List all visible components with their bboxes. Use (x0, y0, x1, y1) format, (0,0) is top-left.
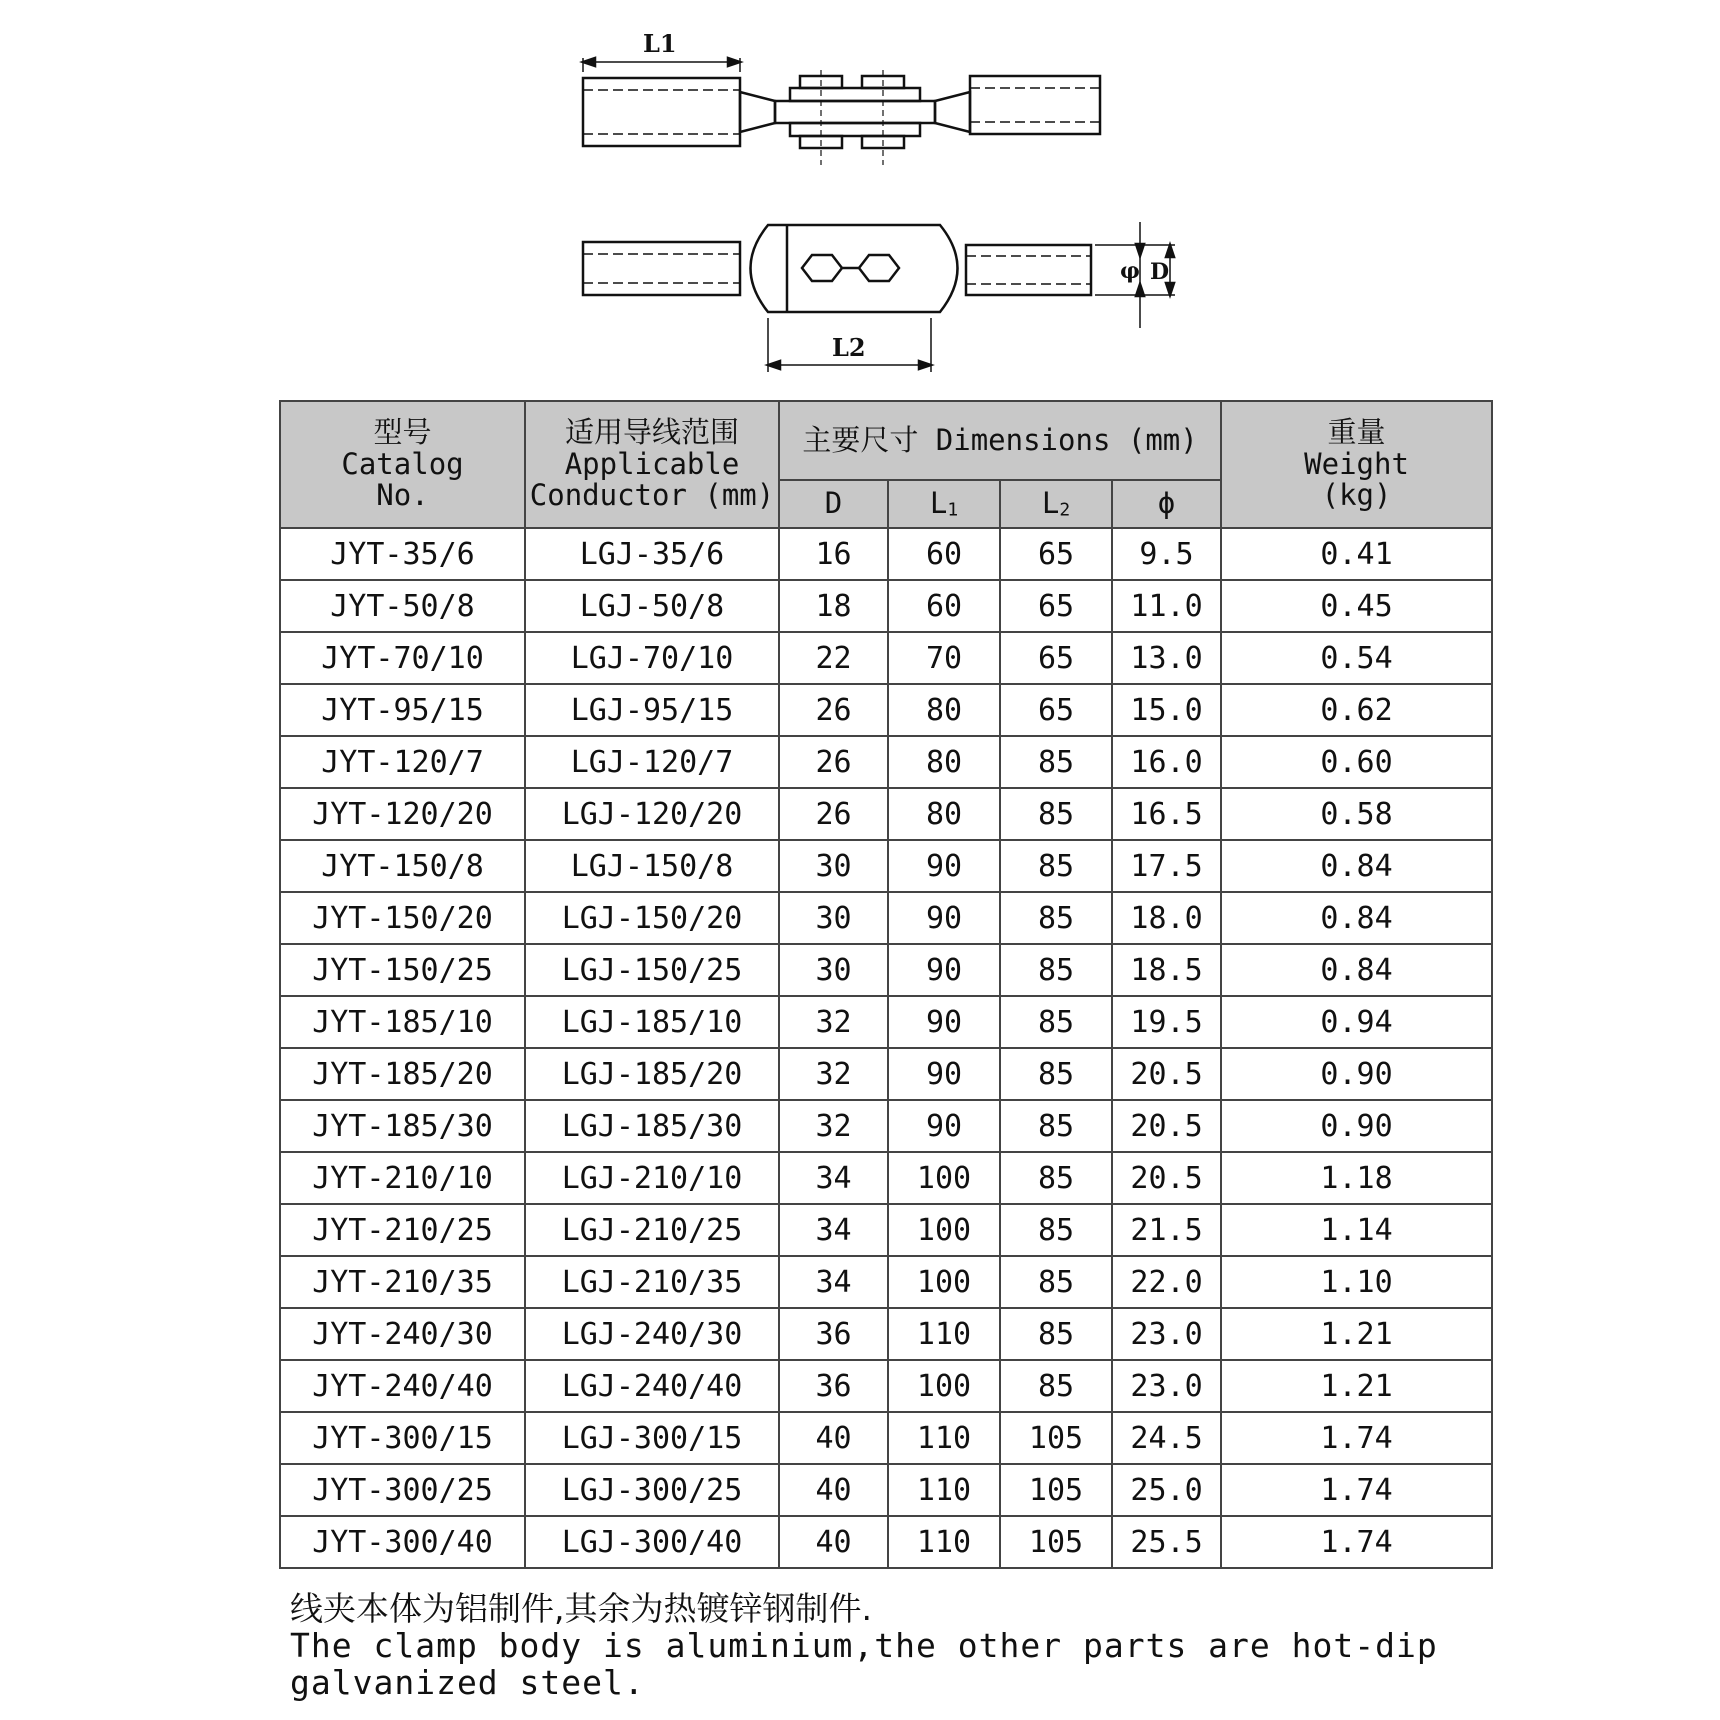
cell-conductor: LGJ-120/7 (525, 736, 779, 788)
cell-l2: 85 (1000, 1204, 1112, 1256)
cell-l2: 85 (1000, 736, 1112, 788)
table-row (280, 944, 1492, 996)
cell-phi: 23.0 (1112, 1360, 1221, 1412)
cell-l2: 85 (1000, 788, 1112, 840)
cell-phi: 16.5 (1112, 788, 1221, 840)
table-row (280, 1100, 1492, 1152)
cell-weight: 0.54 (1221, 632, 1492, 684)
cell-d: 30 (779, 892, 888, 944)
cell-weight: 1.21 (1221, 1308, 1492, 1360)
header-phi: ϕ (1112, 480, 1221, 528)
cell-l2: 85 (1000, 892, 1112, 944)
cell-l1: 110 (888, 1412, 1000, 1464)
cell-phi: 16.0 (1112, 736, 1221, 788)
cell-catalog: JYT-35/6 (280, 528, 525, 580)
table-row (280, 1048, 1492, 1100)
cell-phi: 24.5 (1112, 1412, 1221, 1464)
spec-table-body (280, 528, 1492, 1568)
cell-catalog: JYT-240/40 (280, 1360, 525, 1412)
cell-conductor: LGJ-70/10 (525, 632, 779, 684)
cell-d: 26 (779, 736, 888, 788)
cell-phi: 20.5 (1112, 1048, 1221, 1100)
cell-d: 32 (779, 1100, 888, 1152)
header-d: D (779, 480, 888, 528)
cell-d: 36 (779, 1308, 888, 1360)
table-row (280, 996, 1492, 1048)
cell-d: 40 (779, 1412, 888, 1464)
cell-l2: 85 (1000, 1256, 1112, 1308)
cell-l1: 90 (888, 944, 1000, 996)
cell-d: 30 (779, 944, 888, 996)
cell-l2: 85 (1000, 840, 1112, 892)
table-row (280, 580, 1492, 632)
cell-conductor: LGJ-210/35 (525, 1256, 779, 1308)
cell-d: 34 (779, 1152, 888, 1204)
cell-phi: 17.5 (1112, 840, 1221, 892)
cell-catalog: JYT-240/30 (280, 1308, 525, 1360)
cell-d: 18 (779, 580, 888, 632)
cell-phi: 25.5 (1112, 1516, 1221, 1568)
cell-l2: 105 (1000, 1516, 1112, 1568)
table-row (280, 1412, 1492, 1464)
cell-l2: 85 (1000, 1100, 1112, 1152)
cell-phi: 13.0 (1112, 632, 1221, 684)
cell-d: 36 (779, 1360, 888, 1412)
cell-phi: 11.0 (1112, 580, 1221, 632)
spec-table-header (280, 401, 1492, 528)
cell-weight: 1.74 (1221, 1516, 1492, 1568)
material-footnote (290, 1590, 1590, 1701)
cell-conductor: LGJ-150/25 (525, 944, 779, 996)
cell-conductor: LGJ-300/40 (525, 1516, 779, 1568)
cell-phi: 18.0 (1112, 892, 1221, 944)
cell-l1: 60 (888, 580, 1000, 632)
cell-phi: 19.5 (1112, 996, 1221, 1048)
cell-weight: 0.84 (1221, 892, 1492, 944)
cell-weight: 0.84 (1221, 840, 1492, 892)
cell-phi: 20.5 (1112, 1152, 1221, 1204)
cell-weight: 0.58 (1221, 788, 1492, 840)
footnote-en-line2: galvanized steel. (290, 1663, 645, 1702)
table-row (280, 736, 1492, 788)
cell-l2: 85 (1000, 1048, 1112, 1100)
cell-catalog: JYT-120/7 (280, 736, 525, 788)
cell-d: 30 (779, 840, 888, 892)
cell-l1: 100 (888, 1152, 1000, 1204)
cell-phi: 22.0 (1112, 1256, 1221, 1308)
cell-conductor: LGJ-210/25 (525, 1204, 779, 1256)
cell-weight: 1.74 (1221, 1412, 1492, 1464)
cell-catalog: JYT-95/15 (280, 684, 525, 736)
cell-l1: 80 (888, 788, 1000, 840)
cell-l1: 90 (888, 840, 1000, 892)
cell-l2: 85 (1000, 1360, 1112, 1412)
cell-conductor: LGJ-185/30 (525, 1100, 779, 1152)
cell-phi: 20.5 (1112, 1100, 1221, 1152)
cell-phi: 23.0 (1112, 1308, 1221, 1360)
cell-weight: 0.62 (1221, 684, 1492, 736)
cell-l1: 110 (888, 1516, 1000, 1568)
table-row (280, 892, 1492, 944)
cell-conductor: LGJ-150/20 (525, 892, 779, 944)
label-d: D (1150, 259, 1170, 285)
cell-weight: 0.94 (1221, 996, 1492, 1048)
cell-conductor: LGJ-35/6 (525, 528, 779, 580)
cell-conductor: LGJ-210/10 (525, 1152, 779, 1204)
cell-phi: 15.0 (1112, 684, 1221, 736)
label-l2: L2 (832, 333, 866, 362)
cell-weight: 1.14 (1221, 1204, 1492, 1256)
cell-weight: 0.45 (1221, 580, 1492, 632)
header-weight: 重量 Weight (kg) (1221, 401, 1492, 528)
header-catalog: 型号 Catalog No. (280, 401, 525, 528)
cell-catalog: JYT-150/8 (280, 840, 525, 892)
cell-d: 32 (779, 996, 888, 1048)
cell-l2: 85 (1000, 944, 1112, 996)
cell-conductor: LGJ-185/10 (525, 996, 779, 1048)
spec-table (279, 400, 1493, 1569)
cell-l2: 105 (1000, 1464, 1112, 1516)
table-row (280, 840, 1492, 892)
cell-weight: 1.74 (1221, 1464, 1492, 1516)
cell-phi: 25.0 (1112, 1464, 1221, 1516)
clamp-side-view (583, 58, 1100, 165)
cell-weight: 0.41 (1221, 528, 1492, 580)
cell-conductor: LGJ-150/8 (525, 840, 779, 892)
cell-l1: 70 (888, 632, 1000, 684)
cell-catalog: JYT-300/40 (280, 1516, 525, 1568)
cell-catalog: JYT-210/10 (280, 1152, 525, 1204)
header-dimensions: 主要尺寸 Dimensions (mm) (779, 401, 1221, 480)
cell-d: 32 (779, 1048, 888, 1100)
cell-l2: 65 (1000, 528, 1112, 580)
cell-catalog: JYT-210/25 (280, 1204, 525, 1256)
cell-d: 26 (779, 684, 888, 736)
footnote-en-line1: The clamp body is aluminium,the other parts are hot-dip (290, 1626, 1438, 1665)
cell-conductor: LGJ-95/15 (525, 684, 779, 736)
cell-weight: 1.18 (1221, 1152, 1492, 1204)
cell-l1: 110 (888, 1464, 1000, 1516)
table-row (280, 1152, 1492, 1204)
cell-l1: 90 (888, 1048, 1000, 1100)
cell-l1: 100 (888, 1360, 1000, 1412)
clamp-top-view (583, 222, 1175, 372)
cell-catalog: JYT-120/20 (280, 788, 525, 840)
cell-l2: 65 (1000, 632, 1112, 684)
cell-d: 26 (779, 788, 888, 840)
cell-l1: 90 (888, 892, 1000, 944)
table-row (280, 1360, 1492, 1412)
cell-catalog: JYT-185/30 (280, 1100, 525, 1152)
table-row (280, 1308, 1492, 1360)
table-row (280, 632, 1492, 684)
cell-l1: 80 (888, 736, 1000, 788)
table-row (280, 1204, 1492, 1256)
cell-weight: 1.10 (1221, 1256, 1492, 1308)
table-row (280, 1256, 1492, 1308)
cell-l2: 85 (1000, 996, 1112, 1048)
cell-conductor: LGJ-50/8 (525, 580, 779, 632)
cell-catalog: JYT-210/35 (280, 1256, 525, 1308)
cell-l2: 65 (1000, 580, 1112, 632)
cell-d: 40 (779, 1464, 888, 1516)
table-row (280, 528, 1492, 580)
cell-weight: 0.60 (1221, 736, 1492, 788)
cell-l2: 85 (1000, 1152, 1112, 1204)
footnote-zh: 线夹本体为铝制件,其余为热镀锌钢制件. (290, 1589, 872, 1628)
table-row (280, 788, 1492, 840)
cell-l1: 100 (888, 1204, 1000, 1256)
cell-l2: 105 (1000, 1412, 1112, 1464)
cell-catalog: JYT-300/25 (280, 1464, 525, 1516)
table-row (280, 684, 1492, 736)
cell-catalog: JYT-50/8 (280, 580, 525, 632)
cell-l1: 80 (888, 684, 1000, 736)
clamp-technical-drawing (0, 0, 1720, 390)
cell-conductor: LGJ-240/40 (525, 1360, 779, 1412)
cell-conductor: LGJ-185/20 (525, 1048, 779, 1100)
cell-d: 22 (779, 632, 888, 684)
table-row (280, 1464, 1492, 1516)
cell-l2: 65 (1000, 684, 1112, 736)
cell-conductor: LGJ-120/20 (525, 788, 779, 840)
cell-catalog: JYT-185/10 (280, 996, 525, 1048)
cell-l1: 90 (888, 996, 1000, 1048)
cell-phi: 9.5 (1112, 528, 1221, 580)
cell-d: 40 (779, 1516, 888, 1568)
cell-catalog: JYT-150/25 (280, 944, 525, 996)
cell-d: 34 (779, 1204, 888, 1256)
cell-l2: 85 (1000, 1308, 1112, 1360)
cell-catalog: JYT-150/20 (280, 892, 525, 944)
cell-weight: 0.90 (1221, 1100, 1492, 1152)
cell-l1: 60 (888, 528, 1000, 580)
cell-d: 16 (779, 528, 888, 580)
cell-weight: 0.84 (1221, 944, 1492, 996)
cell-conductor: LGJ-240/30 (525, 1308, 779, 1360)
cell-catalog: JYT-70/10 (280, 632, 525, 684)
cell-phi: 21.5 (1112, 1204, 1221, 1256)
header-l1: L1 (888, 480, 1000, 528)
label-phi: φ (1120, 258, 1140, 284)
header-conductor: 适用导线范围 Applicable Conductor (mm) (525, 401, 779, 528)
header-l2: L2 (1000, 480, 1112, 528)
table-row (280, 1516, 1492, 1568)
cell-conductor: LGJ-300/15 (525, 1412, 779, 1464)
cell-d: 34 (779, 1256, 888, 1308)
cell-phi: 18.5 (1112, 944, 1221, 996)
cell-l1: 90 (888, 1100, 1000, 1152)
label-l1: L1 (643, 29, 677, 58)
cell-weight: 0.90 (1221, 1048, 1492, 1100)
cell-l1: 110 (888, 1308, 1000, 1360)
cell-conductor: LGJ-300/25 (525, 1464, 779, 1516)
cell-l1: 100 (888, 1256, 1000, 1308)
cell-catalog: JYT-300/15 (280, 1412, 525, 1464)
cell-weight: 1.21 (1221, 1360, 1492, 1412)
cell-catalog: JYT-185/20 (280, 1048, 525, 1100)
